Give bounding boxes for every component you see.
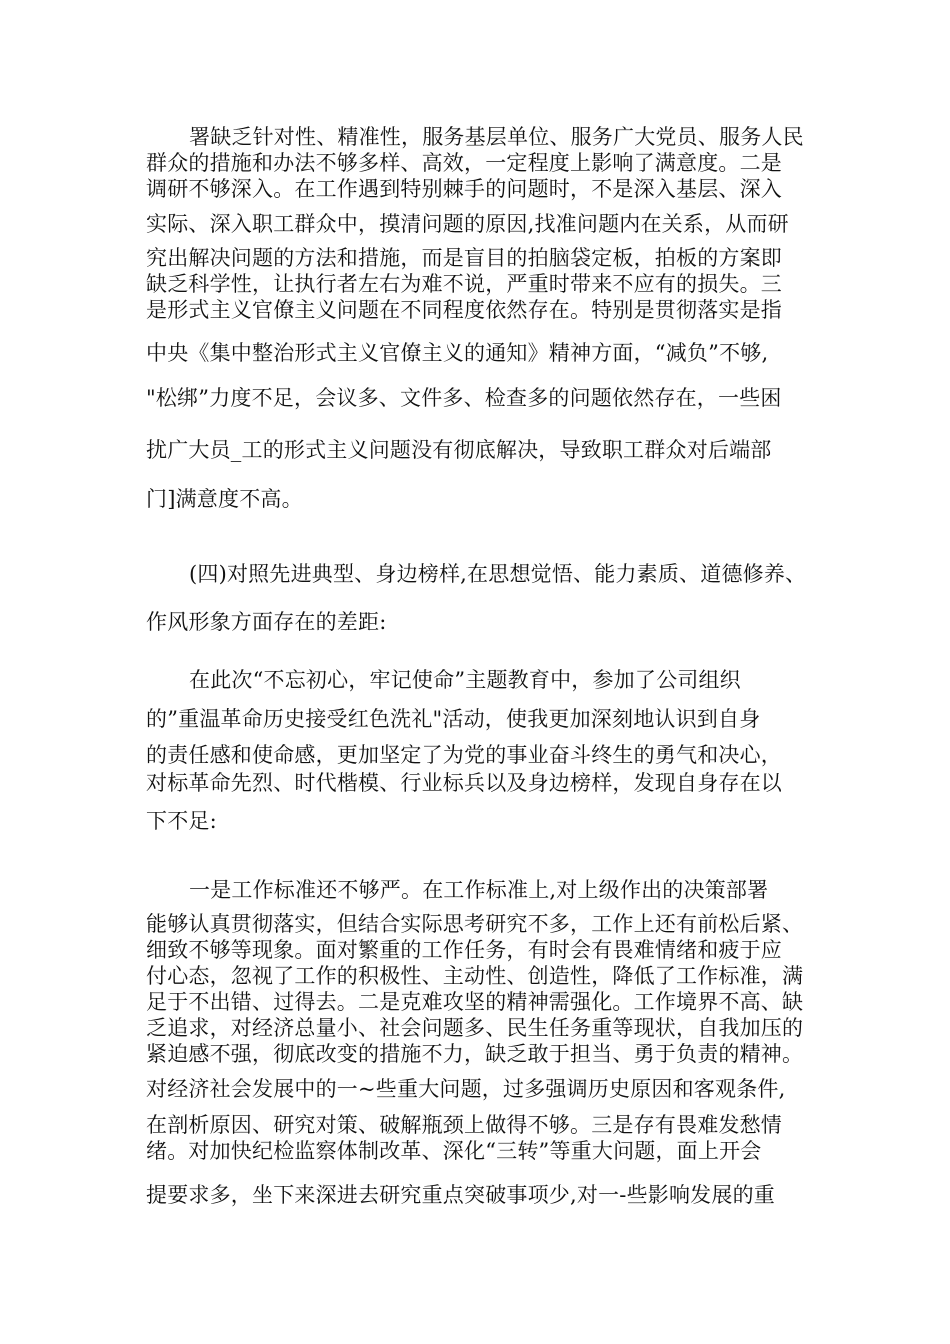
text-line: 实际、深入职工群众中，摸清问题的原因,找准问题内在关系，从而研 (146, 212, 789, 236)
text-line: 在此次“不忘初心，牢记使命”主题教育中，参加了公司组织 (189, 668, 741, 692)
text-line: 中央《集中整治形式主义官僚主义的通知》精神方面，“减负”不够, (146, 341, 769, 365)
text-line: 署缺乏针对性、精准性，服务基层单位、服务广大党员、服务人民 (189, 125, 804, 149)
section-heading: (四)对照先进典型、身边榜样,在思想觉悟、能力素质、道德修养、 (189, 562, 807, 586)
text-line: 乏追求，对经济总量小、社会问题多、民生任务重等现状，自我加压的 (146, 1016, 804, 1040)
text-line: 提要求多，坐下来深进去研究重点突破事项少,对一-些影响发展的重 (146, 1183, 775, 1207)
text-line: 在剖析原因、研究对策、破解瓶颈上做得不够。三是存有畏难发愁情 (146, 1113, 782, 1137)
text-line: 一是工作标准还不够严。在工作标准上,对上级作出的决策部署 (189, 878, 769, 902)
text-line: 对经济社会发展中的一~些重大问题，过多强调历史原因和客观条件, (146, 1077, 786, 1101)
text-line: 绪。对加快纪检监察体制改革、深化“三转”等重大问题，面上开会 (146, 1139, 762, 1163)
text-line: 细致不够等现象。面对繁重的工作任务，有时会有畏难情绪和疲于应 (146, 938, 782, 962)
text-line: 群众的措施和办法不够多样、高效，一定程度上影响了满意度。二是 (146, 151, 782, 175)
text-line: 扰广大员_工的形式主义问题没有彻底解决，导致职工群众对后端部 (146, 438, 772, 462)
text-line: 究出解决问题的方法和措施，而是盲目的拍脑袋定板，拍板的方案即 (146, 246, 782, 270)
text-line: 足于不出错、过得去。二是克难攻坚的精神需强化。工作境界不高、缺 (146, 990, 804, 1014)
text-line: 调研不够深入。在工作遇到特别棘手的问题时，不是深入基层、深入 (146, 177, 782, 201)
text-line: "松绑”力度不足，会议多、文件多、检查多的问题依然存在，一些困 (146, 386, 782, 410)
text-line: 缺乏科学性，让执行者左右为难不说，严重时带来不应有的损失。三 (146, 272, 782, 296)
text-line: 紧迫感不强，彻底改变的措施不力，缺乏敢于担当、勇于负责的精神。 (146, 1042, 804, 1066)
text-line: 付心态，忽视了工作的积极性、主动性、创造性，降低了工作标准，满 (146, 964, 804, 988)
text-line: 对标革命先烈、时代楷模、行业标兵以及身边榜样，发现自身存在以 (146, 771, 782, 795)
text-line: 的责任感和使命感，更加坚定了为党的事业奋斗终生的勇气和决心， (146, 743, 782, 767)
text-line: 能够认真贯彻落实，但结合实际思考研究不多，工作上还有前松后紧、 (146, 912, 804, 936)
text-line: 是形式主义官僚主义问题在不同程度依然存在。特别是贯彻落实是指 (146, 298, 782, 322)
text-line: 门]满意度不高。 (146, 487, 303, 511)
text-line: 的”重温革命历史接受红色洗礼"活动，使我更加深刻地认识到自身 (146, 707, 761, 731)
section-heading: 作风形象方面存在的差距: (146, 610, 387, 634)
text-line: 下不足: (146, 809, 217, 833)
